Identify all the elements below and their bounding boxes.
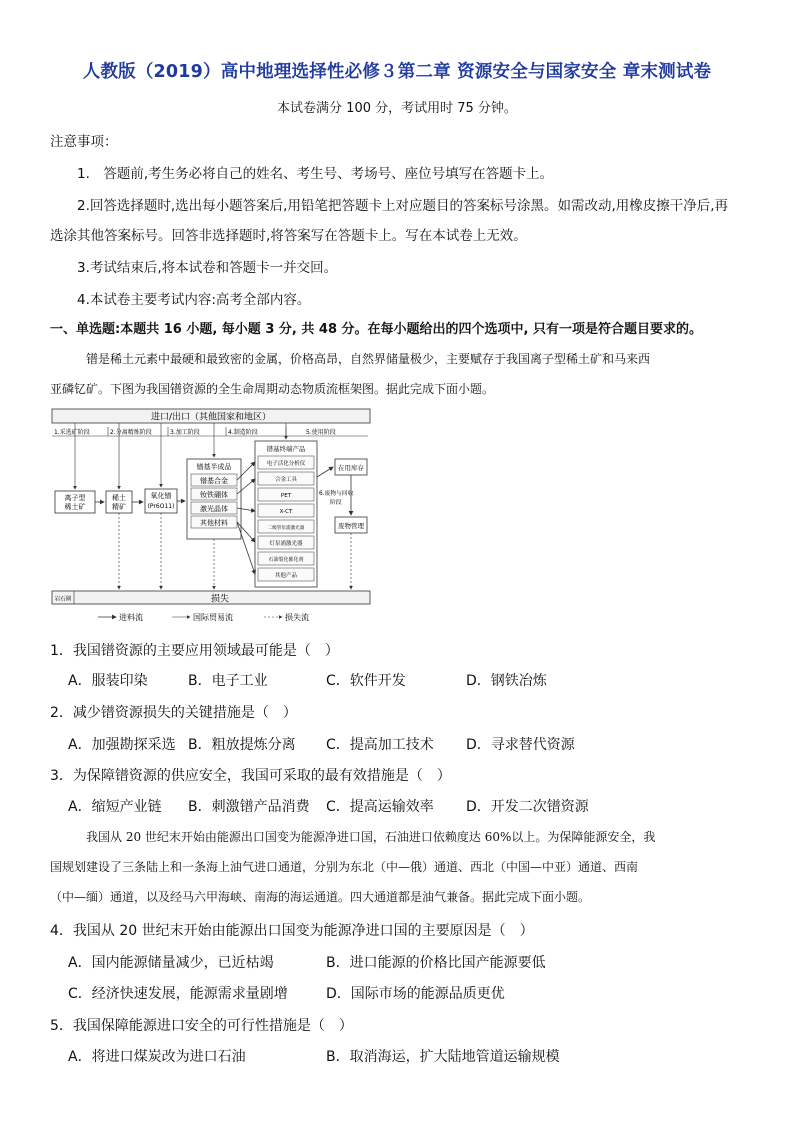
oxide-label: (Pr6O11) (147, 503, 175, 510)
question-1-option-a[interactable]: A．服装印染 (68, 673, 148, 689)
question-4-option-d[interactable]: D．国际市场的能源品质更优 (326, 986, 505, 1002)
question-5-stem: 5．我国保障能源进口安全的可行性措施是（ ） (50, 1018, 353, 1034)
ore-label: 稀土矿 (64, 503, 86, 511)
semi-finished-title: 镨基半成品 (196, 463, 232, 471)
question-3-option-d[interactable]: D．开发二次镨资源 (466, 799, 589, 815)
legend-loss: 损失流 (285, 613, 309, 622)
legend-trade: 国际贸易流 (193, 613, 233, 622)
question-4-stem: 4．我国从 20 世纪末开始由能源出口国变为能源净进口国的主要原因是（ ） (50, 923, 534, 939)
question-3-option-b[interactable]: B．刺激镨产品消费 (188, 799, 310, 815)
waste-management-label: 废物管理 (338, 522, 364, 530)
waste-recycle-label: 6.废物与回收 (319, 491, 354, 497)
stage-label: 1.采选矿阶段 (54, 429, 90, 436)
ore-label: 离子型 (64, 494, 86, 502)
final-item: X-CT (279, 509, 293, 515)
question-3-stem: 3．为保障镨资源的供应安全，我国可采取的最有效措施是（ ） (50, 768, 451, 784)
question-3-option-c[interactable]: C．提高运输效率 (326, 799, 434, 815)
notice-item-4: 4.本试卷主要考试内容:高考全部内容。 (77, 292, 311, 308)
stage-label: 5.使用阶段 (306, 429, 336, 436)
final-item: 电子活化分析仪 (266, 461, 306, 467)
concentrate-label: 精矿 (112, 503, 126, 511)
in-use-stock-label: 在用库存 (338, 464, 364, 472)
question-2-option-b[interactable]: B．粗放提炼分离 (188, 737, 296, 753)
passage-1-line-2: 亚磷钇矿。下图为我国镨资源的全生命周期动态物质流框架图。据此完成下面小题。 (50, 382, 495, 396)
question-1-stem: 1．我国镨资源的主要应用领域最可能是（ ） (50, 643, 339, 659)
final-item: 二级管泵浦激光器 (267, 526, 305, 531)
passage-2-line-2: 国规划建设了三条陆上和一条海上油气进口通道，分别为东北（中—俄）通道、西北（中国—中亚）通道、西南 (50, 860, 639, 874)
question-1-option-d[interactable]: D．钢铁冶炼 (466, 673, 547, 689)
notice-item-2-line-2: 选涂其他答案标号。回答非选择题时,将答案写在答题卡上。写在本试卷上无效。 (50, 228, 527, 244)
rock-sphere-label: 岩石圈 (54, 596, 72, 603)
final-products-title: 镨基终端产品 (266, 445, 306, 453)
loss-label: 损失 (210, 594, 230, 605)
question-2-option-a[interactable]: A．加强勘探采选 (68, 737, 176, 753)
question-2-option-d[interactable]: D．寻求替代资源 (466, 737, 575, 753)
question-4-option-c[interactable]: C．经济快速发展，能源需求量剧增 (68, 986, 288, 1002)
oxide-label: 氧化镨 (150, 492, 172, 500)
praseodymium-flow-diagram (50, 407, 372, 627)
section-heading: 一、单选题:本题共 16 小题, 每小题 3 分, 共 48 分。在每小题给出的四个选项中, 只有一项是符合题目要求的。 (50, 322, 702, 337)
waste-recycle-label: 阶段 (330, 500, 342, 506)
question-5-option-a[interactable]: A．将进口煤炭改为进口石油 (68, 1049, 246, 1065)
exam-subtitle: 本试卷满分 100 分，考试用时 75 分钟。 (277, 101, 517, 116)
question-3-option-a[interactable]: A．缩短产业链 (68, 799, 162, 815)
final-item: 其他产品 (274, 573, 298, 579)
question-2-option-c[interactable]: C．提高加工技术 (326, 737, 434, 753)
passage-2-line-3: （中—缅）通道，以及经马六甲海峡、南海的海运通道。四大通道都是油气兼备。据此完成下面小题。 (50, 890, 591, 904)
question-2-stem: 2．减少镨资源损失的关键措施是（ ） (50, 705, 297, 721)
stage-label: 4.制造阶段 (228, 429, 258, 436)
legend-feed: 进料流 (119, 613, 143, 622)
notice-item-1: 1. 答题前,考生务必将自己的姓名、考生号、考场号、座位号填写在答题卡上。 (77, 166, 554, 182)
question-1-option-c[interactable]: C．软件开发 (326, 673, 406, 689)
semi-item: 镨基合金 (200, 477, 228, 485)
import-export-label: 进口/出口（其他国家和地区） (150, 412, 272, 423)
passage-2-line-1: 我国从 20 世纪末开始由能源出口国变为能源净进口国，石油进口依赖度达 60%以上。为保障能源安全，我 (86, 830, 656, 844)
question-5-option-b[interactable]: B．取消海运，扩大陆地管道运输规模 (326, 1049, 560, 1065)
page-title: 人教版（2019）高中地理选择性必修３第二章 资源安全与国家安全 章末测试卷 (82, 62, 712, 82)
stage-label: 2.分离精炼阶段 (110, 429, 152, 436)
question-4-option-a[interactable]: A．国内能源储量减少，已近枯竭 (68, 955, 274, 971)
semi-item: 其他材料 (200, 519, 228, 527)
notice-heading: 注意事项： (50, 134, 118, 150)
semi-item: 激光晶体 (200, 505, 228, 513)
semi-item: 钕铁硼体 (200, 491, 228, 499)
passage-1-line-1: 镨是稀土元素中最硬和最致密的金属，价格高昂，自然界储量极少，主要赋存于我国离子型稀土矿和马来西 (86, 352, 651, 366)
stage-label: 3.加工阶段 (170, 429, 200, 436)
final-item: PET (280, 493, 292, 499)
notice-item-3: 3.考试结束后,将本试卷和答题卡一并交回。 (77, 260, 338, 276)
concentrate-label: 稀土 (112, 494, 126, 502)
final-item: 石油裂化催化剂 (268, 557, 304, 563)
question-1-option-b[interactable]: B．电子工业 (188, 673, 268, 689)
final-item: 合金工具 (274, 477, 298, 483)
final-item: 灯泵浦激光器 (269, 541, 303, 547)
question-4-option-b[interactable]: B．进口能源的价格比国产能源要低 (326, 955, 546, 971)
notice-item-2-line-1: 2.回答选择题时,选出每小题答案后,用铅笔把答题卡上对应题目的答案标号涂黑。如需改动,用橡皮擦干净后,再 (77, 198, 729, 214)
